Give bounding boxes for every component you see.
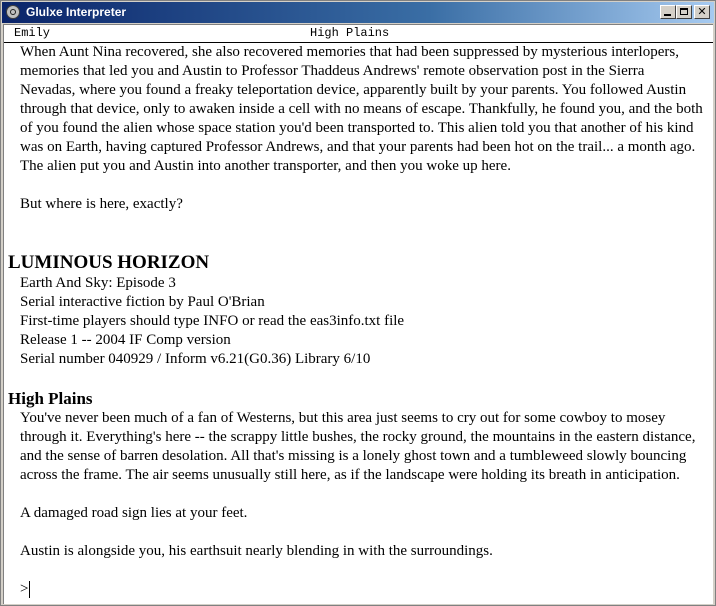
close-icon: ✕ bbox=[697, 5, 707, 18]
banner-line: Serial number 040929 / Inform v6.21(G0.36) Library 6/10 bbox=[20, 351, 371, 367]
banner-line: First-time players should type INFO or read the eas3info.txt file bbox=[20, 313, 405, 329]
game-title: LUMINOUS HORIZON bbox=[8, 252, 210, 273]
maximize-button[interactable] bbox=[676, 5, 692, 19]
text-cursor bbox=[29, 581, 30, 598]
story-text-window[interactable] bbox=[4, 43, 713, 603]
maximize-icon bbox=[680, 8, 688, 15]
banner-line: Serial interactive fiction by Paul O'Brian bbox=[20, 294, 265, 310]
app-icon[interactable] bbox=[6, 5, 20, 19]
npc-line: Austin is alongside you, his earthsuit nearly blending in with the surroundings. bbox=[20, 543, 493, 559]
status-player-name: Emily bbox=[14, 26, 51, 40]
status-bar bbox=[4, 25, 713, 43]
minimize-button[interactable] bbox=[660, 5, 676, 19]
blank-line bbox=[4, 485, 713, 504]
minimize-icon bbox=[664, 14, 671, 16]
object-line: A damaged road sign lies at your feet. bbox=[20, 505, 248, 521]
close-button[interactable] bbox=[694, 5, 710, 19]
blank-line bbox=[4, 214, 713, 233]
command-prompt: > bbox=[20, 581, 29, 597]
banner-line: Release 1 -- 2004 IF Comp version bbox=[20, 332, 231, 348]
blank-line bbox=[4, 561, 713, 580]
status-location: High Plains bbox=[310, 26, 390, 40]
title-bar[interactable] bbox=[2, 2, 714, 23]
command-line[interactable] bbox=[4, 580, 713, 601]
game-area[interactable] bbox=[3, 24, 713, 604]
window-title: Glulxe Interpreter bbox=[26, 5, 127, 19]
question-line: But where is here, exactly? bbox=[20, 196, 183, 212]
room-description: You've never been much of a fan of Westerns, but this area just seems to cry out for some cowboy to mosey through it. Everything's here -- the scrappy little bushes, the rocky ground, the mountains in the eastern distance, and the sense of barren desolation. All that's missing is a lonely ghost town and a tumbleweed slowly bouncing across the frame. The air seems unusually still here, as if the landscape were holding its breath in anticipation. bbox=[20, 410, 696, 483]
blank-line bbox=[4, 369, 713, 388]
intro-paragraph: When Aunt Nina recovered, she also recovered memories that had been suppressed by mysterious interlopers, memories that led you and Austin to Professor Thaddeus Andrews' remote observation post in the Sierra Nevadas, where you found a freaky teleportation device, apparently built by your parents. You followed Austin through that device, only to awaken inside a cell with no means of escape. Thankfully, he found you, and the both of you found the alien whose space station you'd been transported to. This alien told you that another of his kind was on Earth, having captured Professor Andrews, and that your parents had been hot on the trail... a month ago. The alien put you and Austin into another transporter, and then you woke up here. bbox=[20, 44, 703, 174]
banner-line: Earth And Sky: Episode 3 bbox=[20, 275, 176, 291]
blank-line bbox=[4, 523, 713, 542]
blank-line bbox=[4, 176, 713, 195]
room-name: High Plains bbox=[8, 389, 93, 408]
